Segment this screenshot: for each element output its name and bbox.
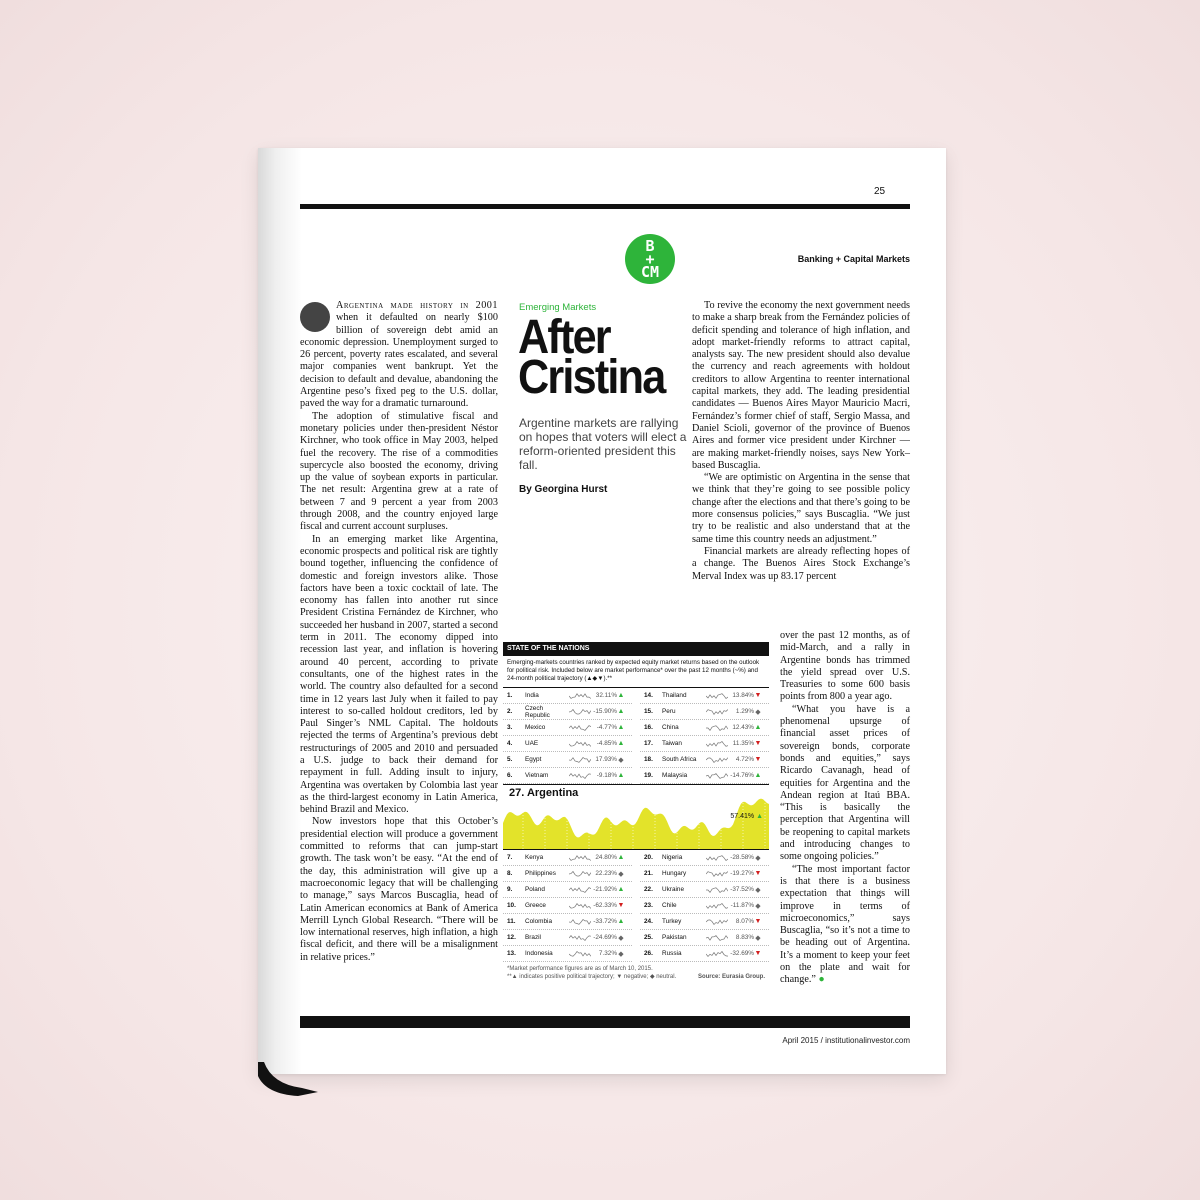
table-row [503,704,632,720]
market-performance: 11.35% [732,740,754,747]
sparkline [706,886,728,894]
market-performance: -28.58% [730,854,754,861]
featured-country-label: 27. Argentina [509,787,579,799]
sparkline [706,854,728,862]
sparkline [569,708,591,716]
sparkline [706,692,728,700]
country-name: Mexico [525,724,546,731]
market-performance: 8.83% [735,934,754,941]
table-rows-top [503,688,769,784]
paragraph [780,864,910,987]
table-row [503,866,632,882]
rank: 22. [644,886,653,893]
market-performance: 8.07% [735,918,754,925]
article-column-3-lower [780,630,910,987]
table-row [640,930,769,946]
sparkline [706,756,728,764]
market-performance: -15.90% [593,708,617,715]
argentina-area [503,799,769,849]
trend-up-icon: ▲ [617,740,625,747]
market-performance: -19.27% [730,870,754,877]
market-performance: 7.32% [598,950,617,957]
trend-down-icon: ▼ [754,870,762,877]
rank: 19. [644,772,653,779]
rank: 10. [507,902,516,909]
market-performance: 24.80% [595,854,617,861]
sparkline [706,740,728,748]
paragraph: In an emerging market like Argentina, economic prospects and political risk are tightly bound together, influencing the confidence of domestic and foreign investors alike. Those factors have been a toxic cocktail of late. The economy has fallen into another rut since President Cristina Fernández de Kirchner, who succeeded her husband in 2007, started a second term in 2011. The economy dipped into recession last year, and inflation is hovering around 40 percent, according to private consultants, one of the highest rates in the world. The country also defaulted for a second time in 12 years last July when it failed to pay interest to so-called holdout creditors, led by Paul Singer’s NML Capital. The holdouts rejected the terms of Argentina’s previous debt restructurings of 2005 and 2010 and persuaded a U.S. judge to back their demand for repayment in full. Adding insult to injury, Argentina was overtaken by Colombia last year as the third-largest economy in Latin America, behind Brazil and Mexico. [300,533,498,816]
trend-down-icon: ▼ [754,918,762,925]
market-performance: -33.72% [593,918,617,925]
top-rule [300,204,910,209]
table-rows-bottom [503,850,769,962]
rank: 16. [644,724,653,731]
country-name: Russia [662,950,682,957]
paragraph: To revive the economy the next government needs to make a sharp break from the Fernández policies of deficit spending and tolerance of high inflation, and adopt market-friendly reforms to attract capital, analysts say. The new president should also devalue the currency and reach agreements with holdout creditors to allow Argentina to reenter international capital markets, they add. The leading presidential candidates — Buenos Aires Mayor Mauricio Macri, Fernández’s former chief of staff, Sergio Massa, and Daniel Scioli, governor of the province of Buenos Aires and former vice president under Kirchner — are making market-friendly noises, says New York–based Buscaglia. [692,300,910,471]
table-row [640,768,769,784]
rank: 2. [507,708,513,715]
trend-neutral-icon: ◆ [618,934,624,942]
country-name: Ukraine [662,886,685,893]
rank: 1. [507,692,513,699]
paragraph: The adoption of stimulative fiscal and monetary policies under then-president Néstor Kirchner, who took office in May 2003, helped fuel the recovery. The rise of a commodities supercycle also boosted the economy, driving up the value of soybean exports in particular. The net result: Argentina grew at a rate of between 7 and 9 percent a year from 2003 through 2008, and the country enjoyed large fiscal and current account surpluses. [300,410,498,533]
table-row [640,704,769,720]
market-performance: 4.72% [735,756,754,763]
trend-up-icon: ▲ [754,772,762,779]
table-row [640,866,769,882]
trend-down-icon: ▼ [754,950,762,957]
table-row [640,882,769,898]
rank: 14. [644,692,653,699]
paragraph: over the past 12 months, as of mid-March, and a rally in Argentine bonds has trimmed the yield spread over U.S. Treasuries to some 600 basis points from 800 a year ago. [780,630,910,703]
page-curl-shadow [258,1062,318,1098]
market-performance: -37.52% [730,886,754,893]
rank: 20. [644,854,653,861]
sparkline [569,724,591,732]
market-performance: -9.18% [596,772,617,779]
headline [518,311,680,404]
section-badge: B + CM [625,234,675,284]
rank: 21. [644,870,653,877]
country-name: Egypt [525,756,542,763]
table-row [640,688,769,704]
trend-neutral-icon: ◆ [618,756,624,764]
market-performance: 22.23% [595,870,617,877]
rank: 18. [644,756,653,763]
table-row [640,898,769,914]
country-name: Brazil [525,934,541,941]
rank: 6. [507,772,513,779]
table-row [503,752,632,768]
country-name: Philippines [525,870,556,877]
table-title: STATE OF THE NATIONS [503,642,769,656]
table-row [503,898,632,914]
country-name: Chile [662,902,677,909]
paragraph [300,300,498,411]
table-row [640,720,769,736]
table-row [640,752,769,768]
rank: 3. [507,724,513,731]
trend-neutral-icon: ◆ [618,950,624,958]
sparkline [706,772,728,780]
trend-down-icon: ▼ [617,902,625,909]
table-row [503,946,632,962]
country-name: Colombia [525,918,552,925]
trend-up-icon: ▲ [617,918,625,925]
sparkline [706,870,728,878]
trend-up-icon: ▲ [756,813,763,820]
state-of-the-nations-table [503,642,769,984]
sparkline [706,708,728,716]
trend-neutral-icon: ◆ [618,870,624,878]
table-row [503,882,632,898]
market-performance: 1.29% [735,708,754,715]
market-performance: -11.87% [730,902,754,909]
argentina-chart [503,784,769,850]
market-performance: 32.11% [595,692,617,699]
market-performance: 17.93% [595,756,617,763]
article-column-3 [692,300,910,583]
country-name: Malaysia [662,772,688,779]
rank: 4. [507,740,513,747]
trend-neutral-icon: ◆ [755,854,761,862]
table-row [503,768,632,784]
table-notes [503,962,769,984]
rank: 12. [507,934,516,941]
sparkline [706,950,728,958]
sparkline [706,934,728,942]
page-footer: April 2015 / institutionalinvestor.com [782,1036,910,1045]
sparkline [569,854,591,862]
trend-up-icon: ▲ [617,724,625,731]
country-name: Pakistan [662,934,687,941]
trend-neutral-icon: ◆ [755,934,761,942]
trend-down-icon: ▼ [754,740,762,747]
market-performance: 12.43% [732,724,754,731]
country-name: Thailand [662,692,687,699]
headline-line-1: After [518,311,610,364]
headline-line-2: Cristina [518,351,665,404]
trend-neutral-icon: ◆ [755,708,761,716]
country-name: Czech Republic [525,704,550,719]
sparkline [569,740,591,748]
country-name: Peru [662,708,676,715]
market-performance: -14.76% [730,772,754,779]
rank: 26. [644,950,653,957]
trend-up-icon: ▲ [617,886,625,893]
market-performance: 13.84% [732,692,754,699]
country-name: India [525,692,539,699]
page-number: 25 [874,186,886,197]
kicker: Emerging Markets [519,302,597,313]
lead-in: Argentina made history in 2001 [336,300,498,311]
sparkline [569,918,591,926]
sparkline [569,756,591,764]
trend-up-icon: ▲ [617,772,625,779]
note-1: *Market performance figures are as of March 10, 2015. [507,966,653,972]
rank: 7. [507,854,513,861]
rank: 25. [644,934,653,941]
rank: 9. [507,886,513,893]
market-performance: -4.85% [596,740,617,747]
sparkline [569,692,591,700]
trend-up-icon: ▲ [617,708,625,715]
paragraph: Financial markets are already reflecting hopes of a change. The Buenos Aires Stock Exchange’s Merval Index was up 83.17 percent [692,545,910,582]
section-label: Banking + Capital Markets [797,254,910,264]
table-row [503,930,632,946]
sparkline [706,918,728,926]
rank: 5. [507,756,513,763]
trend-down-icon: ▼ [754,692,762,699]
country-name: Indonesia [525,950,553,957]
note-2: **▲ indicates positive political trajectory; ▼ negative; ◆ neutral. [507,974,677,980]
sparkline [569,934,591,942]
featured-country-value [730,813,763,820]
end-mark-icon: ● [818,974,825,986]
paragraph: “What you have is a phenomenal upsurge of financial asset prices of sovereign bonds, corporate bonds and equities,” says Ricardo Cavanagh, head of equities for Argentina and the Andean region at Itaú BBA. “This is basically the perception that Argentina will be reopening to capital markets and introducing changes to some ongoing policies.” [780,703,910,863]
table-row [640,914,769,930]
country-name: Nigeria [662,854,683,861]
country-name: Hungary [662,870,687,877]
sparkline [569,870,591,878]
table-row [503,850,632,866]
country-name: Taiwan [662,740,682,747]
byline: By Georgina Hurst [519,484,608,495]
table-row [503,736,632,752]
rank: 13. [507,950,516,957]
trend-up-icon: ▲ [617,692,625,699]
country-name: Vietnam [525,772,549,779]
paragraph-text: when it defaulted on nearly $100 billion of sovereign debt amid an economic depression. Unemployment surged to 26 percent, poverty rates escalated, and several major companies went bankrupt. Yet the decision to default and devalue, abandoning the Argentine peso’s fixed peg to the U.S. dollar, paved the way for a dramatic turnaround. [300,312,498,410]
table-description: Emerging-markets countries ranked by expected equity market returns based on the outlook for political risk. Included below are market performance* over the past 12 months (~%) and 24-month political trajectory (▲◆▼).** [503,656,769,688]
sparkline [569,950,591,958]
sparkline [569,886,591,894]
table-row [640,850,769,866]
trend-neutral-icon: ◆ [755,902,761,910]
country-name: Kenya [525,854,544,861]
sparkline [706,724,728,732]
trend-neutral-icon: ◆ [755,886,761,894]
rank: 17. [644,740,653,747]
sparkline [706,902,728,910]
rank: 15. [644,708,653,715]
table-source: Source: Eurasia Group. [697,974,765,980]
rank: 11. [507,918,516,925]
rank: 8. [507,870,513,877]
country-name: South Africa [662,756,697,763]
dropcap-circle [300,302,330,332]
table-row [503,720,632,736]
table-row [640,946,769,962]
bottom-rule [300,1016,910,1028]
market-performance: -4.77% [596,724,617,731]
paragraph-text: “The most important factor is that there is a business expectation that things will improve in terms of microeconomics,” says Buscaglia, “so it’s not a time to be heading out of Argentina. It’s a moment to keep your feet on the plate and wait for change.” [780,863,910,986]
paragraph: “We are optimistic on Argentina in the sense that we think that they’re going to see possible policy change after the elections and that there’s going to be more consensus policies,” says Buscaglia. “We just try to be realistic and also understand that at the same time this country needs an adjustment.” [692,472,910,545]
sparkline [569,772,591,780]
trend-up-icon: ▲ [754,724,762,731]
table-row [503,914,632,930]
page-spine-shadow [258,148,302,1074]
magazine-page [258,148,946,1074]
paragraph: Now investors hope that this October’s presidential election will produce a government committed to reforms that can jump-start growth. The task won’t be easy. “At the end of the day, this administration will give up a macroeconomic legacy that will be challenging to manage,” says Marcos Buscaglia, head of Latin American economics at Bank of America Merrill Lynch Global Research. “There will be low international reserves, high inflation, a high fiscal deficit, and there will be a misalignment in relative prices.” [300,816,498,963]
rank: 24. [644,918,653,925]
market-performance: -32.69% [730,950,754,957]
table-row [640,736,769,752]
article-column-1 [300,300,498,964]
rank: 23. [644,902,653,909]
sparkline [569,902,591,910]
dek: Argentine markets are rallying on hopes that voters will elect a reform-oriented president this fall. [519,416,687,472]
country-name: Turkey [662,918,682,925]
country-name: UAE [525,740,539,747]
market-performance: -24.69% [593,934,617,941]
market-performance: -21.92% [593,886,617,893]
trend-down-icon: ▼ [754,756,762,763]
trend-up-icon: ▲ [617,854,625,861]
market-performance: -62.33% [593,902,617,909]
country-name: China [662,724,679,731]
featured-value-text: 57.41% [730,813,755,820]
table-row [503,688,632,704]
country-name: Poland [525,886,545,893]
country-name: Greece [525,902,546,909]
